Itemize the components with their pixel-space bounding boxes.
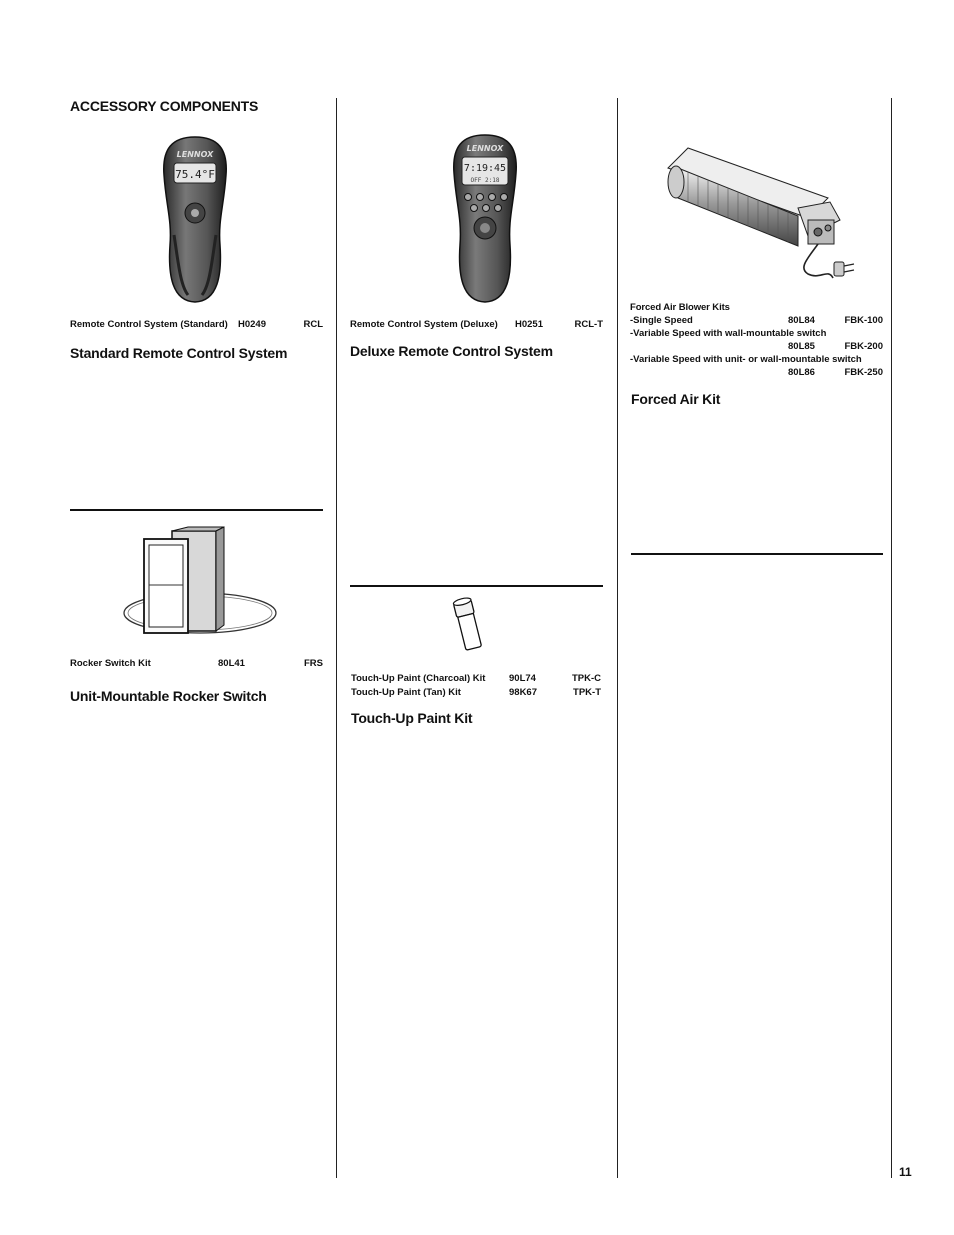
section-separator — [350, 585, 603, 587]
page-number: 11 — [899, 1165, 912, 1179]
rocker-title: Unit-Mountable Rocker Switch — [70, 688, 267, 704]
deluxe-remote-title: Deluxe Remote Control System — [350, 343, 553, 359]
rocker-switch-image — [120, 525, 280, 640]
standard-remote-title: Standard Remote Control System — [70, 345, 288, 361]
section-heading: ACCESSORY COMPONENTS — [70, 98, 259, 114]
blower-caption-row-2: -Variable Speed with wall-mountable switch 80L85 FBK-200 — [630, 328, 883, 352]
standard-remote-image — [158, 135, 232, 305]
column-divider-2 — [617, 98, 618, 1178]
paint-title: Touch-Up Paint Kit — [351, 710, 473, 726]
forced-air-title: Forced Air Kit — [631, 391, 721, 407]
blower-heading: Forced Air Blower Kits — [630, 302, 730, 313]
deluxe-remote-brand: LENNOX — [466, 144, 504, 153]
column-divider-3 — [891, 98, 892, 1178]
paint-bottle-image — [448, 597, 488, 653]
section-separator — [631, 553, 883, 555]
section-separator — [70, 509, 323, 511]
blower-caption-row-3: -Variable Speed with unit- or wall-mountable switch 80L86 FBK-250 — [630, 354, 883, 378]
deluxe-remote-screen-top: 7:19:45 — [463, 163, 507, 174]
deluxe-remote-image — [448, 133, 522, 305]
standard-remote-screen: 75.4°F — [175, 168, 215, 181]
blower-image — [658, 128, 858, 288]
deluxe-remote-screen-bottom: OFF 2:18 — [470, 177, 500, 184]
standard-remote-brand: LENNOX — [176, 150, 214, 159]
column-divider-1 — [336, 98, 337, 1178]
